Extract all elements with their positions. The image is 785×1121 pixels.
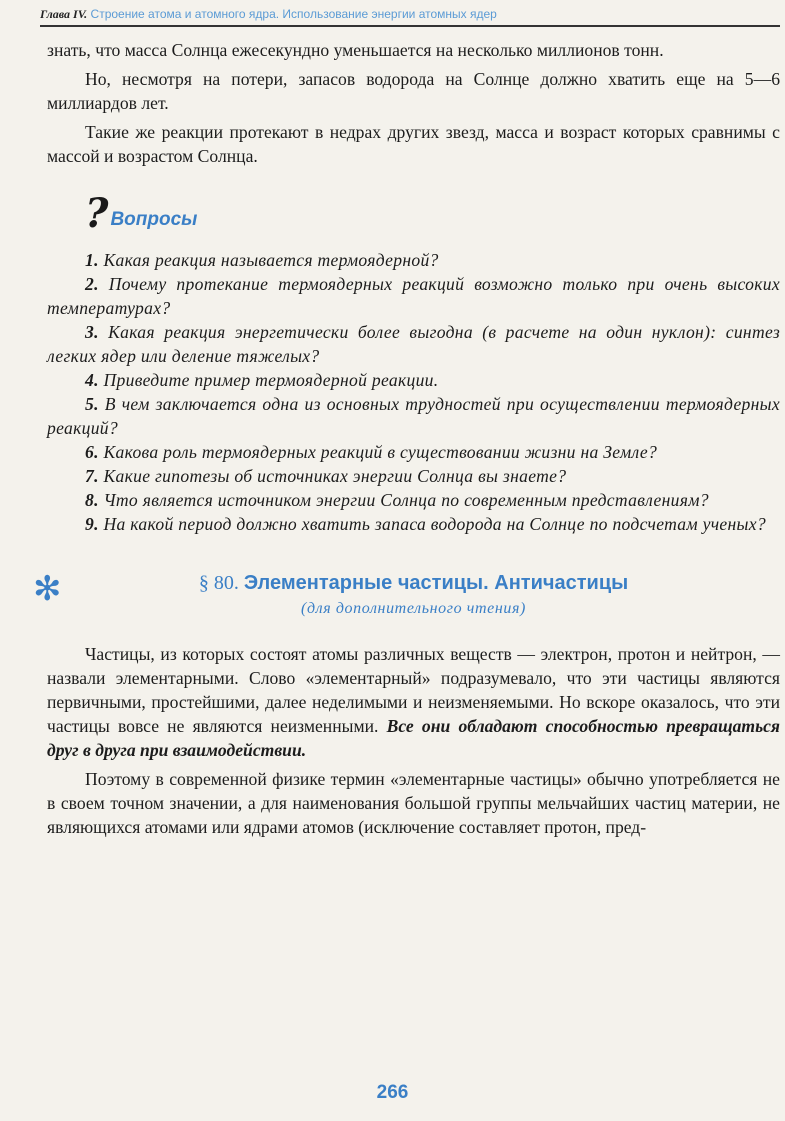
- question-text: Какая реакция энергетически более выгодна (в расчете на один нуклон): синтез легких ядер или деление тяжелых?: [47, 322, 780, 366]
- question-number: 8.: [85, 490, 99, 510]
- question-number: 9.: [85, 514, 99, 534]
- chapter-label: Глава IV.: [40, 7, 88, 21]
- question-text: Какова роль термоядерных реакций в существовании жизни на Земле?: [103, 442, 658, 462]
- intro-paragraph-3: Такие же реакции протекают в недрах других звезд, масса и возраст которых сравнимы с массой и возрастом Солнца.: [47, 122, 780, 166]
- section-title-text: Элементарные частицы. Античастицы: [243, 572, 629, 594]
- intro-paragraph-2: Но, несмотря на потери, запасов водорода на Солнце должно хватить еще на 5—6 миллиардов лет.: [47, 69, 780, 113]
- section-paragraph-2: Поэтому в современной физике термин «элементарные частицы» обычно употребляется не в своем точном значении, а для наименования большой группы мельчайших частиц материи, не являющихся атомами или ядрами атомов (исключение составляет протон, пред-: [47, 769, 780, 837]
- question-number: 2.: [85, 274, 99, 294]
- question-text: Почему протекание термоядерных реакций возможно только при очень высоких температурах?: [47, 274, 781, 318]
- page-content: [33, 38, 781, 839]
- question-item: [47, 488, 780, 512]
- question-number: 7.: [85, 466, 99, 486]
- question-item: [47, 464, 780, 488]
- question-item: [47, 392, 780, 440]
- question-number: 4.: [85, 370, 99, 390]
- questions-heading: [85, 190, 780, 237]
- question-text: Какие гипотезы об источниках энергии Солнца вы знаете?: [103, 466, 567, 486]
- questions-list: [47, 248, 780, 536]
- question-item: [47, 248, 780, 272]
- question-item: [47, 272, 780, 320]
- section-paragraph-1: [47, 642, 780, 762]
- question-text: Приведите пример термоядерной реакции.: [103, 370, 439, 390]
- question-item: [47, 320, 780, 368]
- section-subtitle: (для дополнительного чтения): [301, 600, 526, 617]
- question-mark-icon: ?: [85, 190, 109, 237]
- question-number: 1.: [85, 250, 99, 270]
- chapter-title: Строение атома и атомного ядра. Использование энергии атомных ядер: [90, 7, 497, 21]
- section-body: [47, 642, 780, 839]
- question-item: [47, 512, 780, 536]
- intro-paragraph-1: знать, что масса Солнца ежесекундно уменьшается на несколько миллионов тонн.: [47, 40, 664, 60]
- question-text: На какой период должно хватить запаса водорода на Солнце по подсчетам ученых?: [103, 514, 766, 534]
- question-text: Какая реакция называется термоядерной?: [103, 250, 439, 270]
- running-header: [40, 6, 780, 27]
- question-number: 3.: [85, 322, 99, 342]
- section-emphasis: Все они обладают способностью превращаться друг в друга при взаимодействии.: [47, 716, 780, 760]
- asterisk-marker-icon: ✻: [33, 569, 62, 609]
- question-text: Что является источником энергии Солнца по современным представлениям?: [103, 490, 709, 510]
- question-item: [47, 368, 780, 392]
- section-title: [47, 570, 780, 596]
- question-text: В чем заключается одна из основных трудностей при осуществлении термоядерных реакций?: [47, 394, 780, 438]
- question-number: 6.: [85, 442, 99, 462]
- section-paragraph-1-text: Частицы, из которых состоят атомы различных веществ — электрон, протон и нейтрон, — назвали элементарными. Слово «элементарный» подразумевало, что эти частицы являются первичными, простейшими, далее неделимыми и неизменяемыми. Но вскоре оказалось, что эти частицы вовсе не являются неизменными.: [47, 644, 780, 736]
- section-number: § 80.: [198, 572, 239, 594]
- page-number: 266: [376, 1082, 409, 1103]
- questions-title: Вопросы: [110, 209, 198, 230]
- section-heading: [33, 569, 780, 622]
- question-item: [47, 440, 780, 464]
- question-number: 5.: [85, 394, 99, 414]
